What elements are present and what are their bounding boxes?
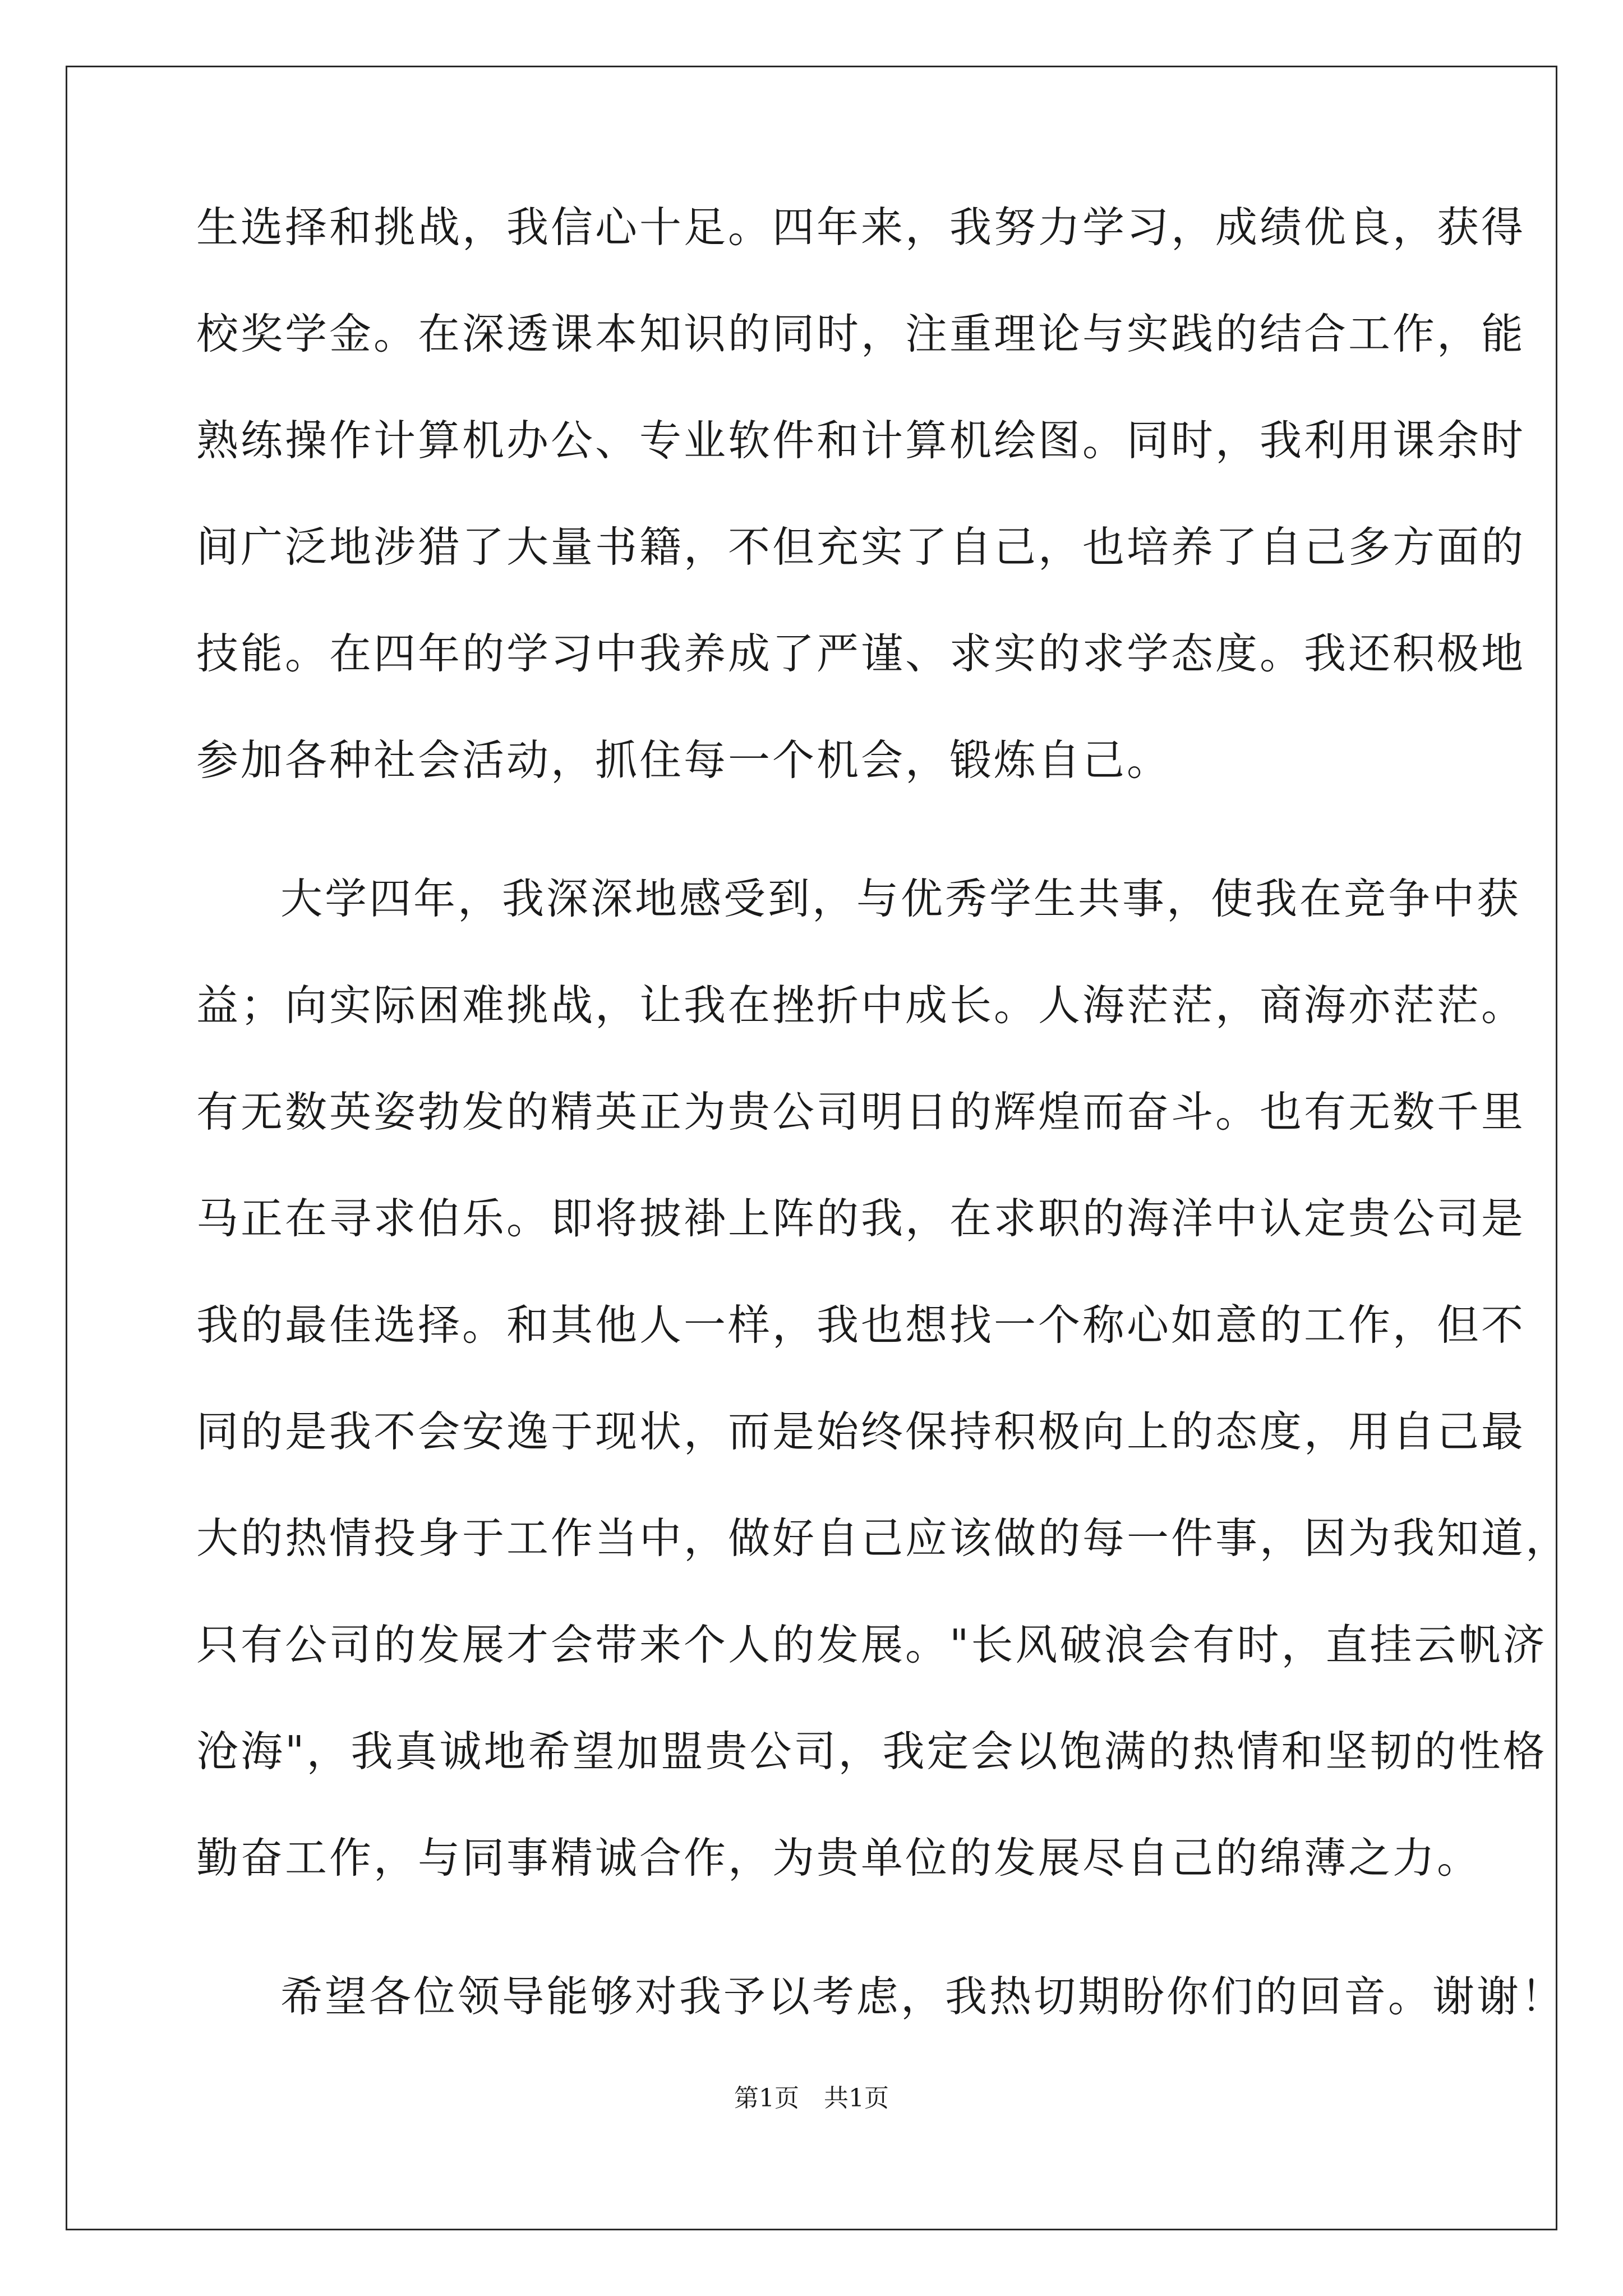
paragraph-2-line-8: 只有公司的发展才会带来个人的发展。"长风破浪会有时，直挂云帆济: [196, 1620, 1547, 1669]
paragraph-2-line-9: 沧海"，我真诚地希望加盟贵公司，我定会以饱满的热情和坚韧的性格: [196, 1727, 1547, 1776]
paragraph-3-line-1: 希望各位领导能够对我予以考虑，我热切期盼你们的回音。谢谢！: [280, 1972, 1566, 2021]
paragraph-2-line-7: 大的热情投身于工作当中，做好自己应该做的每一件事，因为我知道，: [196, 1513, 1570, 1563]
paragraph-2-line-6: 同的是我不会安逸于现状，而是始终保持积极向上的态度，用自己最: [196, 1407, 1526, 1456]
paragraph-1-line-2: 校奖学金。在深透课本知识的同时，注重理论与实践的结合工作，能: [196, 309, 1526, 358]
paragraph-2-line-10: 勤奋工作，与同事精诚合作，为贵单位的发展尽自己的绵薄之力。: [196, 1833, 1482, 1883]
paragraph-2-line-2: 益；向实际困难挑战，让我在挫折中成长。人海茫茫，商海亦茫茫。: [196, 981, 1526, 1030]
document-body: [196, 203, 1570, 2082]
paragraph-1-line-1: 生选择和挑战，我信心十足。四年来，我努力学习，成绩优良，获得: [196, 203, 1526, 252]
page-number-footer: 第1页 共1页: [734, 2084, 889, 2113]
paragraph-1-line-6: 参加各种社会活动，抓住每一个机会，锻炼自己。: [196, 735, 1172, 785]
paragraph-1-line-3: 熟练操作计算机办公、专业软件和计算机绘图。同时，我利用课余时: [196, 416, 1526, 465]
paragraph-1-line-4: 间广泛地涉猎了大量书籍，不但充实了自己，也培养了自己多方面的: [196, 522, 1526, 572]
paragraph-2-line-3: 有无数英姿勃发的精英正为贵公司明日的辉煌而奋斗。也有无数千里: [196, 1087, 1526, 1137]
paragraph-2-line-1: 大学四年，我深深地感受到，与优秀学生共事，使我在竞争中获: [280, 874, 1521, 923]
paragraph-2-line-4: 马正在寻求伯乐。即将披褂上阵的我，在求职的海洋中认定贵公司是: [196, 1194, 1526, 1243]
paragraph-2-line-5: 我的最佳选择。和其他人一样，我也想找一个称心如意的工作，但不: [196, 1300, 1526, 1350]
paragraph-1-line-5: 技能。在四年的学习中我养成了严谨、求实的求学态度。我还积极地: [196, 629, 1526, 678]
